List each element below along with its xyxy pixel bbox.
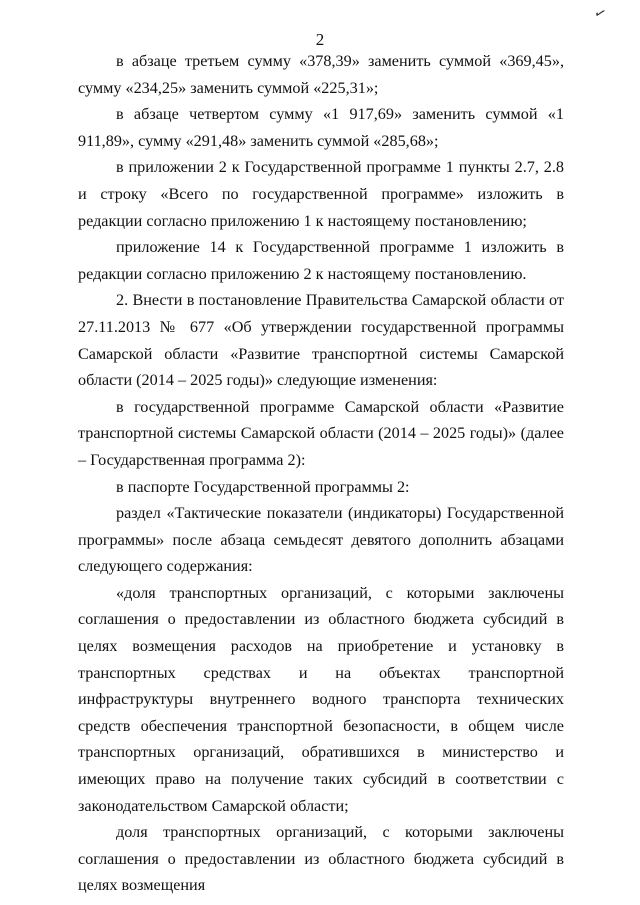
paragraph-1: в абзаце третьем сумму «378,39» заменить суммой «369,45», сумму «234,25» заменить суммой «225,31»;	[78, 52, 564, 97]
page-number: 2	[315, 30, 325, 49]
paragraph-4: приложение 14 к Государственной программе 1 изложить в редакции согласно приложению 2 к настоящему постановлению.	[78, 238, 564, 283]
paragraph-8: раздел «Тактические показатели (индикаторы) Государственной программы» после абзаца семьдесят девятого дополнить абзацами следующего содержания:	[78, 504, 564, 576]
paragraph-3: в приложении 2 к Государственной программе 1 пункты 2.7, 2.8 и строку «Всего по государственной программе» изложить в редакции согласно приложению 1 к настоящему постановлению;	[78, 158, 564, 230]
paragraph-10: доля транспортных организаций, с которыми заключены соглашения о предоставлении из областного бюджета субсидий в целях возмещения	[78, 823, 564, 895]
paragraph-9: «доля транспортных организаций, с которыми заключены соглашения о предоставлении из областного бюджета субсидий в целях возмещения расходов на приобретение и установку в транспортных средствах и на объектах транспортной инфраструктуры внутреннего водного транспорта технических средств обеспечения транспортной безопасности, в общем числе транспортных организаций, обратившихся в министерство и имеющих право на получение таких субсидий в соответствии с законодательством Самарской области;	[78, 583, 564, 815]
paragraph-7: в паспорте Государственной программы 2:	[116, 477, 410, 496]
paragraph-2: в абзаце четвертом сумму «1 917,69» заменить суммой «1 911,89», сумму «291,48» заменить суммой «285,68»;	[78, 105, 564, 150]
paragraph-6: в государственной программе Самарской области «Развитие транспортной системы Самарской области (2014 – 2025 годы)» (далее – Государственная программа 2):	[78, 397, 564, 469]
corner-handwritten-mark: ✓	[591, 5, 608, 24]
document-body	[78, 48, 564, 899]
paragraph-5: 2. Внести в постановление Правительства Самарской области от 27.11.2013 № 677 «Об утверждении государственной программы Самарской области «Развитие транспортной системы Самарской области (2014 – 2025 годы)» следующие изменения:	[78, 291, 564, 390]
